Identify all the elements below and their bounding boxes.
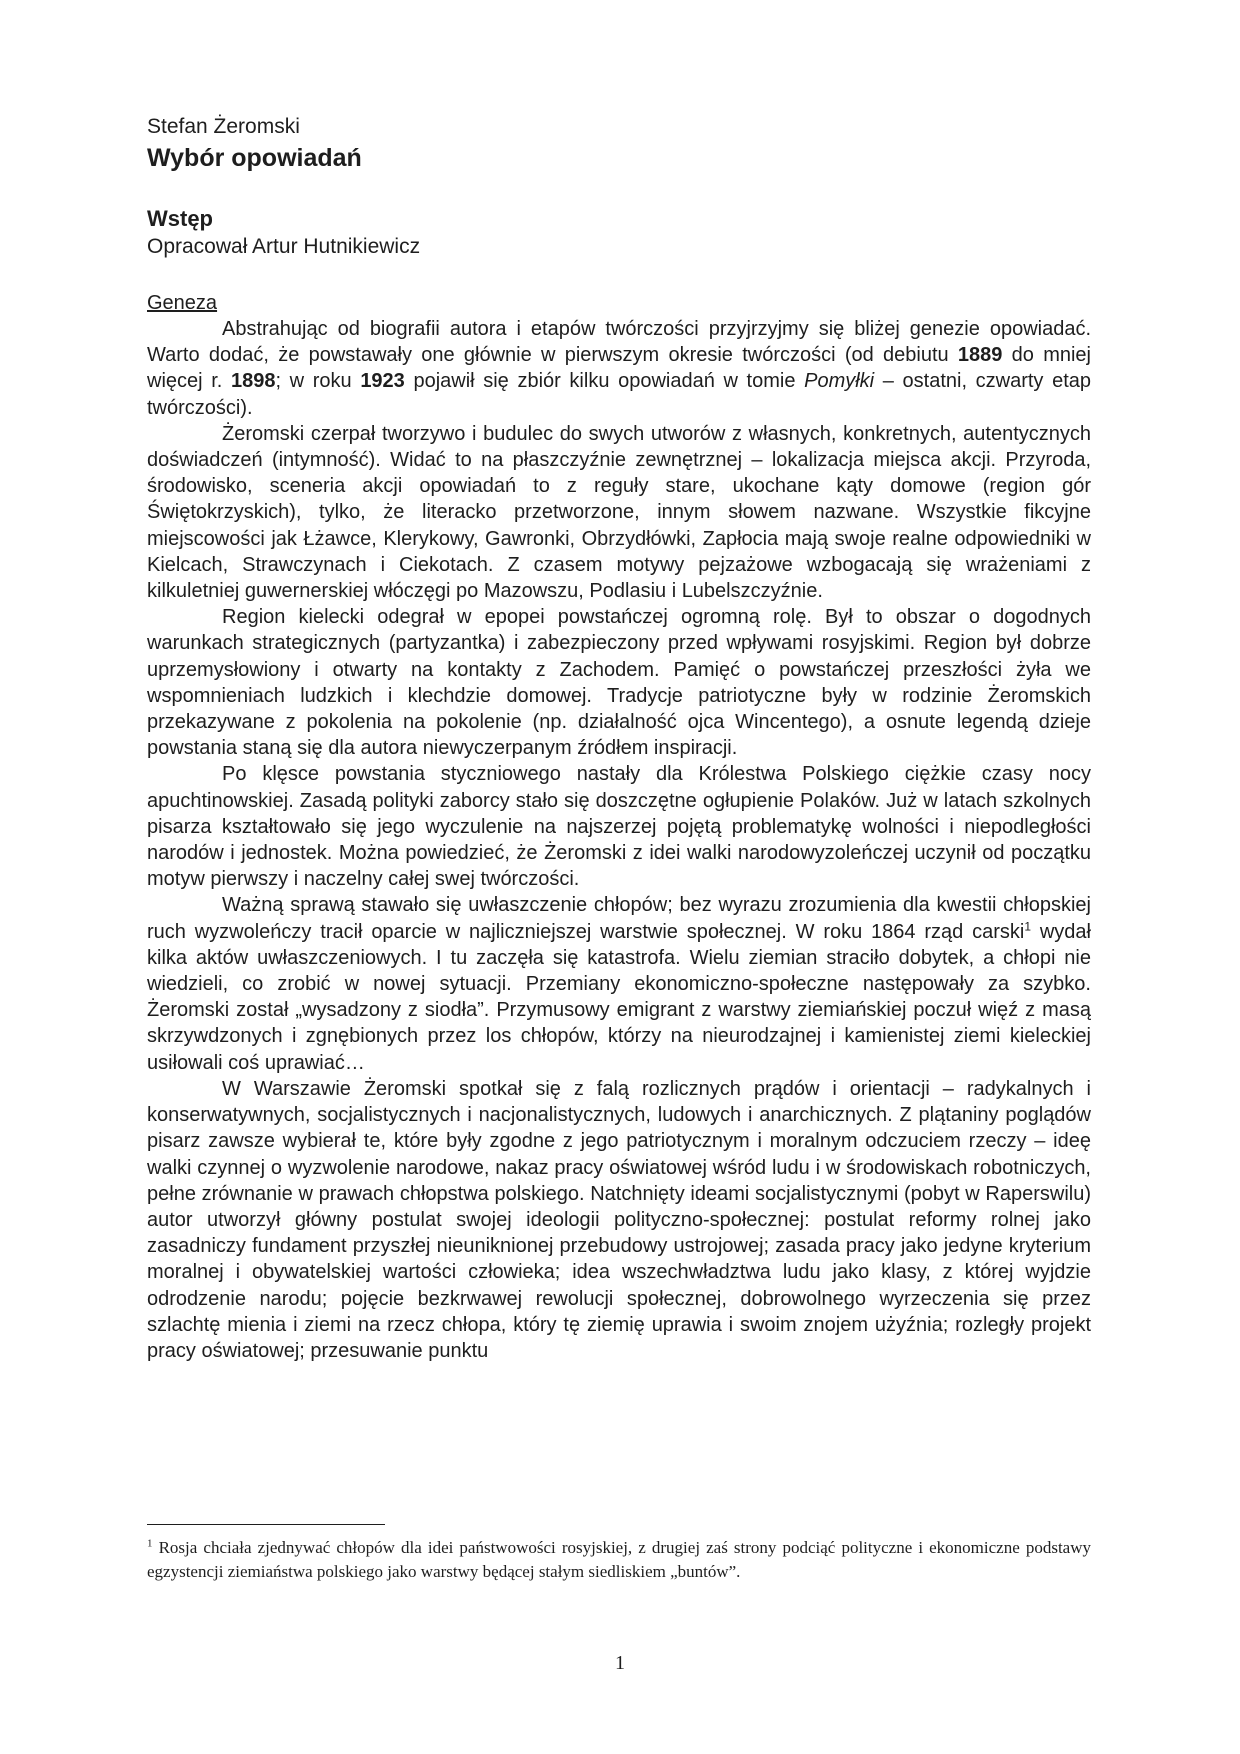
paragraph-5: Ważną sprawą stawało się uwłaszczenie chłopów; bez wyrazu zrozumienia dla kwestii chłopskiej ruch wyzwoleńczy tracił oparcie w najliczniejszej warstwie społecznej. W roku 1864 rząd carski$^1$ wydał kilka aktów uwłaszczeniowych. I tu zaczęła się katastrofa. Wielu ziemian straciło dobytek, a chłopi nie wiedzieli, co zrobić w nowej sytuacji. Przemiany ekonomiczno-społeczne następowały za szybko. Żeromski został „wysadzony z siodła”. Przymusowy emigrant z warstwy ziemiańskiej poczuł więź z masą skrzywdzonych i zgnębionych przez los chłopów, którzy na nieurodzajnej i kamienistej ziemi kieleckiej usiłowali coś uprawiać…: [147, 894, 1091, 1074]
year-end: 1898: [230, 370, 276, 393]
section-heading: Geneza: [147, 292, 218, 314]
editor-credit: Opracował Artur Hutnikiewicz: [147, 235, 421, 258]
paragraph-3: Region kielecki odegrał w epopei powstańczej ogromną rolę. Był to obszar o dogodnych warunkach strategicznych (partyzantka) i zabezpieczony przed wpływami rosyjskimi. Region był dobrze uprzemysłowiony i otwarty na kontakty z Zachodem. Pamięć o powstańczej przeszłości żyła we wspomnieniach ludzkich i klechdzie domowej. Tradycje patriotyczne były w rodzinie Żeromskich przekazywane z pokolenia na pokolenie (np. działalność ojca Wincentego), a osnute legendą dzieje powstania staną się dla autora niewyczerpanym źródłem inspiracji.: [147, 606, 1091, 760]
paragraph-1: Abstrahując od biografii autora i etapów twórczości przyjrzyjmy się bliżej genezie opowiadać. Warto dodać, że powstawały one głównie w pierwszym okresie twórczości (od debiutu 1889 do mniej więcej r. 1898; w roku 1923 pojawił się zbiór kilku opowiadań w tomie Pomyłki – ostatni, czwarty etap twórczości).: [147, 318, 1092, 419]
year-pomylki: 1923: [360, 370, 405, 393]
paragraph-4: Po klęsce powstania styczniowego nastały dla Królestwa Polskiego ciężkie czasy nocy apuchtinowskiej. Zasadą polityki zaborcy stało się doszczętne ogłupienie Polaków. Już w latach szkolnych pisarza kształtowało się jego wyczulenie na najszerzej pojętą problematykę wolności i niepodległości narodów i jednostek. Można powiedzieć, że Żeromski z idei walki narodowyzoleńczej uczynił od początku motyw pierwszy i naczelny całej swej twórczości.: [147, 763, 1091, 891]
chapter-heading: Wstęp: [147, 206, 213, 231]
footnote-marker: 1: [147, 1537, 153, 1550]
footnote-text: Rosja chciała zjednywać chłopów dla idei państwowości rosyjskiej, z drugiej zaś strony podciąć polityczne i ekonomiczne podstawy egzystencji ziemiaństwa polskiego jako warstwy będącej stałym siedliskiem „buntów”.: [147, 1538, 1092, 1581]
footnote-reference[interactable]: 1: [1024, 919, 1032, 934]
work-title: Pomyłki: [804, 370, 875, 393]
body-text: [147, 316, 1091, 1364]
year-debut: 1889: [957, 344, 1003, 367]
footnote: [147, 1536, 1091, 1584]
paragraph-2: Żeromski czerpał tworzywo i budulec do swych utworów z własnych, konkretnych, autentycznych doświadczeń (intymność). Widać to na płaszczyźnie zewnętrznej – lokalizacja miejsca akcji. Przyroda, środowisko, sceneria akcji opowiadań to z reguły stare, ukochane kąty domowe (region gór Świętokrzyskich), tylko, że literacko przetworzone, innym słowem nazwane. Wszystkie fikcyjne miejscowości jak Łżawce, Klerykowy, Gawronki, Obrzydłówki, Zapłocia mają swoje realne odpowiedniki w Kielcach, Strawczynach i Ciekotach. Z czasem motywy pejzażowe wzbogacają się wrażeniami z kilkuletniej guwernerskiej włóczęgi po Mazowszu, Podlasiu i Lubelszczyźnie.: [147, 422, 1091, 603]
author-name: Stefan Żeromski: [147, 115, 300, 138]
book-title: Wybór opowiadań: [147, 144, 362, 172]
paragraph-6: W Warszawie Żeromski spotkał się z falą rozlicznych prądów i orientacji – radykalnych i konserwatywnych, socjalistycznych i nacjonalistycznych, ludowych i anarchicznych. Z plątaniny poglądów pisarz zawsze wybierał te, które były zgodne z jego patriotycznym i moralnym odczuciem rzeczy – ideę walki czynnej o wyzwolenie narodowe, nakaz pracy oświatowej wśród ludu i w środowiskach robotniczych, pełne zrównanie w prawach chłopstwa polskiego. Natchnięty ideami socjalistycznymi (pobyt w Raperswilu) autor utworzył główny postulat swojej ideologii polityczno-społecznej: postulat reformy rolnej jako zasadniczy fundament przyszłej nieuniknionej przebudowy ustrojowej; zasada pracy jako jedyne kryterium moralnej i obywatelskiej wartości człowieka; idea wszechwładztwa ludu jako klasy, z której wyjdzie odrodzenie narodu; pojęcie bezkrwawej rewolucji społecznej, dobrowolnego wyrzeczenia się przez szlachtę mienia i ziemi na rzecz chłopa, który tę ziemię uprawia i swoim znojem użyźnia; rozległy projekt pracy oświatowej; przesuwanie punktu: [147, 1077, 1091, 1362]
footnote-separator: [147, 1524, 385, 1525]
page-number: 1: [615, 1652, 625, 1674]
